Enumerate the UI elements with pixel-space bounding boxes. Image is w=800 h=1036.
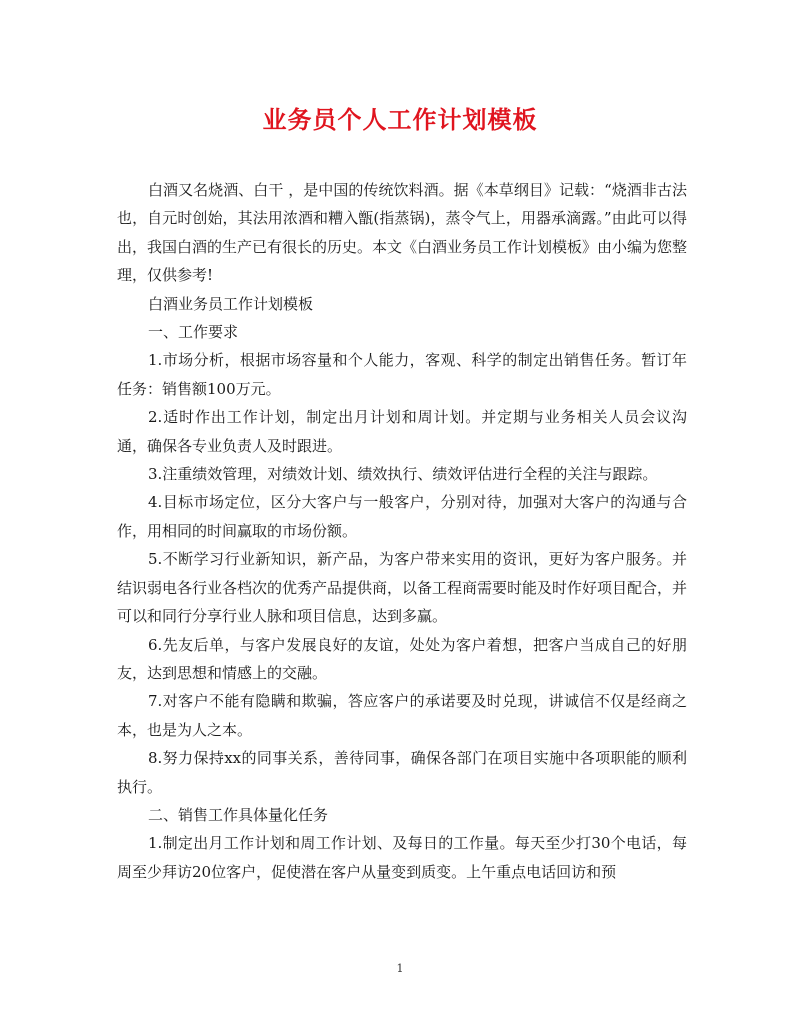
document-body — [117, 176, 687, 886]
section-heading-sales-tasks: 二、销售工作具体量化任务 — [148, 805, 329, 824]
list-item: 5.不断学习行业新知识，新产品，为客户带来实用的资讯，更好为客户服务。并结识弱电各行业各档次的优秀产品提供商，以备工程商需要时能及时作好项目配合，并可以和同行分享行业人脉和项目信息，达到多赢。 — [117, 550, 688, 626]
list-item: 8.努力保持xx的同事关系，善待同事，确保各部门在项目实施中各项职能的顺利执行。 — [117, 749, 687, 796]
section-heading-work-requirements: 一、工作要求 — [148, 323, 239, 342]
list-item: 2.适时作出工作计划，制定出月计划和周计划。并定期与业务相关人员会议沟通，确保各专业负责人及时跟进。 — [117, 408, 687, 455]
subtitle-heading: 白酒业务员工作计划模板 — [148, 294, 314, 313]
list-item: 1.市场分析，根据市场容量和个人能力，客观、科学的制定出销售任务。暂订年任务：销售额100万元。 — [117, 351, 687, 398]
intro-paragraph: 白酒又名烧酒、白干 ，是中国的传统饮料酒。据《本草纲目》记载：“烧酒非古法也，自元时创始，其法用浓酒和糟入甑(指蒸锅)，蒸令气上，用器承滴露。”由此可以得出，我国白酒的生产已有很长的历史。本文《白酒业务员工作计划模板》由小编为您整理，仅供参考! — [117, 181, 688, 285]
list-item: 3.注重绩效管理，对绩效计划、绩效执行、绩效评估进行全程的关注与跟踪。 — [148, 465, 658, 484]
document-title: 业务员个人工作计划模板 — [262, 106, 538, 134]
list-item: 7.对客户不能有隐瞒和欺骗，答应客户的承诺要及时兑现，讲诚信不仅是经商之本，也是为人之本。 — [117, 692, 687, 739]
list-item: 6.先友后单，与客户发展良好的友谊，处处为客户着想，把客户当成自己的好朋友，达到思想和情感上的交融。 — [117, 635, 687, 682]
page-number: 1 — [396, 962, 404, 975]
list-item: 1.制定出月工作计划和周工作计划、及每日的工作量。每天至少打30个电话，每周至少拜访20位客户，促使潜在客户从量变到质变。上午重点电话回访和预 — [117, 834, 687, 881]
list-item: 4.目标市场定位，区分大客户与一般客户，分别对待，加强对大客户的沟通与合作，用相同的时间赢取的市场份额。 — [117, 493, 687, 540]
